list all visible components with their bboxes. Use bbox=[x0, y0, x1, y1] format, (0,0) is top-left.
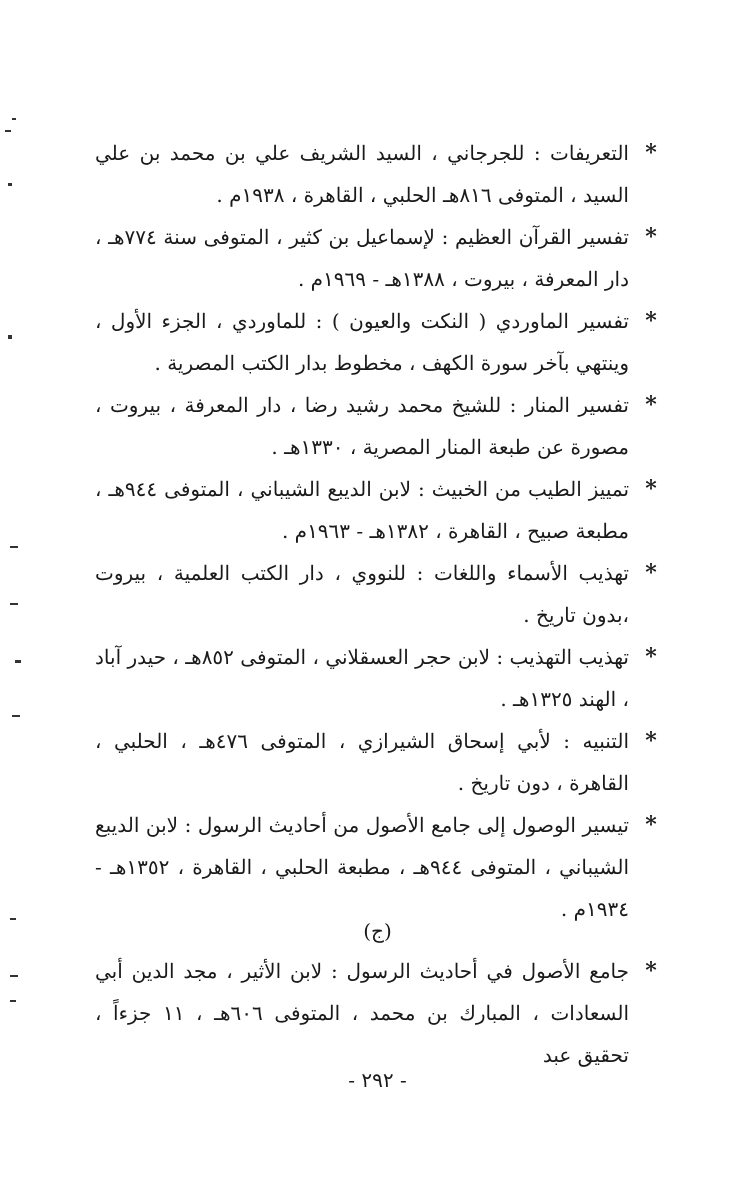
margin-mark bbox=[10, 1000, 16, 1002]
margin-mark bbox=[15, 660, 21, 663]
entry-text: تهذيب التهذيب : لابن حجر العسقلاني ، المتوفى ٨٥٢هـ ، حيدر آباد ، الهند ١٣٢٥هـ . bbox=[95, 645, 629, 711]
margin-mark bbox=[12, 715, 20, 717]
bibliography-list bbox=[95, 132, 665, 930]
bibliography-list bbox=[95, 950, 665, 1076]
asterisk-bullet: * bbox=[645, 560, 657, 586]
asterisk-bullet: * bbox=[645, 958, 657, 984]
asterisk-bullet: * bbox=[645, 224, 657, 250]
asterisk-bullet: * bbox=[645, 812, 657, 838]
bibliography-entry bbox=[95, 384, 665, 468]
asterisk-bullet: * bbox=[645, 392, 657, 418]
entry-text: تهذيب الأسماء واللغات : للنووي ، دار الكتب العلمية ، بيروت ،بدون تاريخ . bbox=[95, 561, 629, 627]
asterisk-bullet: * bbox=[645, 728, 657, 754]
margin-mark bbox=[8, 335, 12, 339]
margin-mark bbox=[8, 183, 12, 186]
entry-text: التعريفات : للجرجاني ، السيد الشريف علي بن محمد بن علي السيد ، المتوفى ٨١٦هـ الحلبي ، القاهرة ، ١٩٣٨م . bbox=[95, 141, 629, 207]
asterisk-bullet: * bbox=[645, 140, 657, 166]
bibliography-entry bbox=[95, 216, 665, 300]
margin-mark bbox=[10, 603, 18, 605]
margin-mark bbox=[10, 975, 18, 977]
asterisk-bullet: * bbox=[645, 476, 657, 502]
bibliography-entry bbox=[95, 468, 665, 552]
entry-text: تفسير الماوردي ( النكت والعيون ) : للماوردي ، الجزء الأول ، وينتهي بآخر سورة الكهف ، مخطوط بدار الكتب المصرية . bbox=[95, 309, 629, 375]
bibliography-entry bbox=[95, 804, 665, 930]
page-number: - ٢٩٢ - bbox=[348, 1068, 407, 1092]
bibliography-entry bbox=[95, 552, 665, 636]
margin-mark bbox=[5, 130, 11, 132]
bibliography-entry bbox=[95, 720, 665, 804]
bibliography-entry bbox=[95, 636, 665, 720]
bibliography-entry bbox=[95, 950, 665, 1076]
asterisk-bullet: * bbox=[645, 308, 657, 334]
entry-text: جامع الأصول في أحاديث الرسول : لابن الأثير ، مجد الدين أبي السعادات ، المبارك بن محمد ، المتوفى ٦٠٦هـ ، ١١ جزءاً ، تحقيق عبد bbox=[95, 959, 630, 1067]
entry-text: تيسير الوصول إلى جامع الأصول من أحاديث الرسول : لابن الديبع الشيباني ، المتوفى ٩٤٤هـ ، مطبعة الحلبي ، القاهرة ، ١٣٥٢هـ - ١٩٣٤م . bbox=[95, 813, 630, 921]
bibliography-entry bbox=[95, 300, 665, 384]
bibliography-entry bbox=[95, 132, 665, 216]
margin-mark bbox=[10, 546, 18, 548]
entry-text: تمييز الطيب من الخبيث : لابن الديبع الشيباني ، المتوفى ٩٤٤هـ ، مطبعة صبيح ، القاهرة ، ١٣٨٢هـ - ١٩٦٣م . bbox=[95, 477, 630, 543]
asterisk-bullet: * bbox=[645, 644, 657, 670]
entry-text: التنبيه : لأبي إسحاق الشيرازي ، المتوفى ٤٧٦هـ ، الحلبي ، القاهرة ، دون تاريخ . bbox=[95, 729, 629, 795]
entry-text: تفسير القرآن العظيم : لإسماعيل بن كثير ، المتوفى سنة ٧٧٤هـ ، دار المعرفة ، بيروت ، ١٣٨٨هـ - ١٩٦٩م . bbox=[95, 225, 630, 291]
section-heading: (ج) bbox=[363, 919, 392, 943]
margin-mark bbox=[12, 118, 16, 120]
entry-text: تفسير المنار : للشيخ محمد رشيد رضا ، دار المعرفة ، بيروت ، مصورة عن طبعة المنار المصرية ، ١٣٣٠هـ . bbox=[95, 393, 629, 459]
